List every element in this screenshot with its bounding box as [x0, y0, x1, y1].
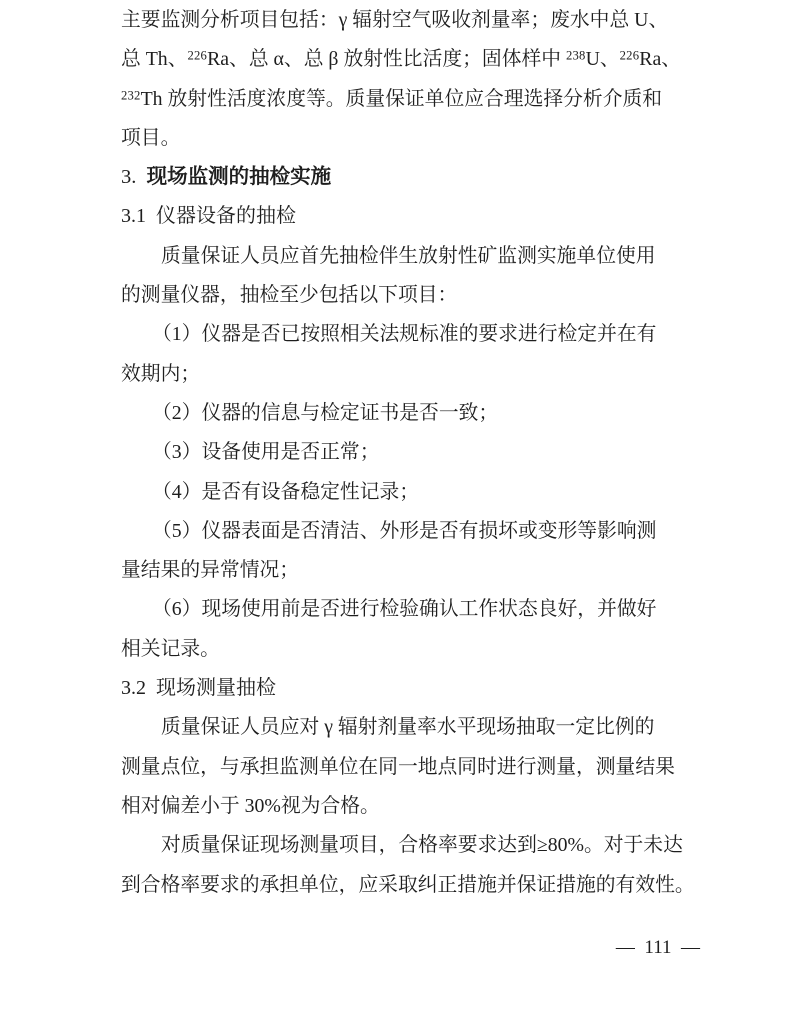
text-run: 的测量仪器，抽检至少包括以下项目： [121, 284, 458, 307]
text-run: 主要监测分析项目包括：γ 辐射空气吸收剂量率；废水中总 U、 [121, 9, 669, 31]
text-run: 3. [121, 166, 147, 189]
section-3-2-heading [121, 669, 699, 708]
text-run: 3.1 仪器设备的抽检 [121, 205, 296, 228]
text-run: （4）是否有设备稳定性记录； [152, 480, 420, 503]
section-3-heading [121, 158, 699, 197]
text-line [121, 787, 699, 826]
text-line [121, 394, 699, 433]
text-run: 量结果的异常情况； [121, 559, 300, 582]
document-body [121, 1, 699, 905]
isotope-superscript: 226 [619, 48, 640, 63]
text-line [121, 630, 699, 669]
text-run: 质量保证人员应首先抽检伴生放射性矿监测实施单位使用 [161, 244, 656, 267]
text-line [121, 748, 699, 787]
text-run: U、 [585, 48, 620, 71]
page-number: — 111 — [615, 937, 700, 958]
text-line [121, 80, 699, 119]
text-run: 对质量保证现场测量项目，合格率要求达到≥80%。对于未达 [161, 834, 683, 857]
text-run: （6）现场使用前是否进行检验确认工作状态良好，并做好 [152, 598, 657, 621]
text-run: Ra、总 α、总 β 放射性比活度；固体样中 [207, 48, 566, 71]
isotope-superscript: 226 [187, 48, 208, 63]
page-footer [616, 936, 700, 960]
text-line [121, 826, 699, 865]
section-3-1-heading [121, 197, 699, 236]
text-line [121, 355, 699, 394]
text-run: 测量点位，与承担监测单位在同一地点同时进行测量，测量结果 [121, 755, 675, 778]
text-run: 现场监测的抽检实施 [146, 166, 332, 189]
text-run: 项目。 [121, 126, 181, 149]
text-run: 相关记录。 [121, 637, 220, 660]
text-line [121, 433, 699, 472]
text-line [121, 551, 699, 590]
text-run: 3.2 现场测量抽检 [121, 677, 276, 700]
text-run: （2）仪器的信息与检定证书是否一致； [152, 401, 499, 424]
text-line [121, 40, 699, 79]
text-run: Th 放射性活度浓度等。质量保证单位应合理选择分析介质和 [140, 87, 663, 110]
isotope-superscript: 232 [121, 88, 141, 103]
text-line [121, 276, 699, 315]
text-run: （3）设备使用是否正常； [152, 441, 380, 464]
isotope-superscript: 238 [565, 48, 586, 63]
text-run: 总 Th、 [121, 48, 188, 71]
text-line [121, 237, 699, 276]
text-line [121, 590, 699, 629]
text-line [121, 315, 699, 354]
text-run: 相对偏差小于 30%视为合格。 [121, 794, 380, 817]
text-line [121, 708, 699, 747]
text-run: （5）仪器表面是否清洁、外形是否有损坏或变形等影响测 [152, 519, 657, 542]
text-line [121, 512, 699, 551]
text-run: Ra、 [639, 48, 682, 71]
text-line [121, 119, 699, 158]
text-line [121, 866, 699, 905]
text-line [121, 473, 699, 512]
text-line [121, 1, 699, 40]
text-run: 质量保证人员应对 γ 辐射剂量率水平现场抽取一定比例的 [161, 716, 655, 739]
text-run: 到合格率要求的承担单位，应采取纠正措施并保证措施的有效性。 [121, 873, 695, 896]
text-run: 效期内； [121, 362, 201, 385]
text-run: （1）仪器是否已按照相关法规标准的要求进行检定并在有 [152, 323, 657, 346]
